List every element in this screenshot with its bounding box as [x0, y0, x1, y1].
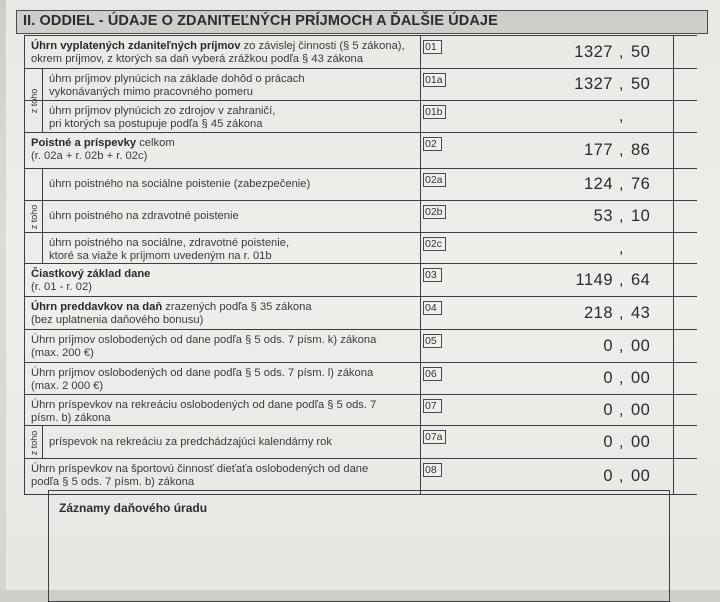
row-code-box: 07 [423, 399, 442, 413]
decimal-comma: , [619, 402, 624, 419]
decimal-comma: , [619, 176, 624, 193]
row-description [43, 169, 421, 200]
row-text-line1: Úhrn príspevkov na športovú činnosť dieťaťa oslobodených od dane [31, 463, 369, 475]
row-text-line2: (max. 200 €) [31, 347, 94, 359]
row-code-box: 02b [423, 205, 446, 219]
row-text-line2: písm. b) zákona [31, 412, 111, 424]
row-description [25, 363, 421, 394]
decimal-comma: , [619, 433, 624, 451]
row-text-line2: (r. 01 - r. 02) [31, 281, 92, 293]
row-code-box: 02c [423, 237, 446, 251]
amount-euro-field[interactable]: 1327 [574, 42, 613, 61]
amount-cents-field[interactable]: 86 [631, 141, 651, 159]
amount-euro-field[interactable]: 0 [603, 336, 613, 355]
amount-euro-field[interactable]: 124 [583, 175, 613, 193]
row-text-line1: úhrn poistného na zdravotné poistenie [49, 210, 239, 222]
decimal-comma: , [619, 337, 624, 355]
form-row-01a [25, 69, 697, 101]
row-description [43, 426, 421, 458]
form-row-02c [25, 233, 697, 264]
row-description [25, 297, 421, 329]
decimal-comma: , [619, 142, 624, 159]
amount-euro-field[interactable]: 1327 [574, 75, 613, 93]
form-row-07a [25, 426, 697, 459]
decimal-comma: , [619, 271, 624, 289]
row-text-line2: podľa § 5 ods. 7 písm. b) zákona [31, 476, 195, 488]
z-toho-sidebar [25, 69, 43, 133]
row-code-box: 03 [423, 268, 442, 282]
amount-euro-field[interactable]: 177 [583, 141, 613, 159]
amount-cents-field[interactable]: 64 [631, 270, 651, 289]
amount-cents-field[interactable]: 50 [631, 75, 651, 93]
amount-euro-field[interactable]: 0 [603, 466, 613, 485]
form-row-02 [25, 133, 697, 169]
row-description [43, 69, 421, 100]
row-text-line1: úhrn poistného na sociálne, zdravotné poistenie, [49, 237, 290, 249]
amount-euro-field[interactable]: 0 [603, 401, 613, 419]
z-toho-label: z toho [28, 430, 39, 455]
row-description [25, 36, 421, 68]
amount-cents-field[interactable]: 50 [631, 42, 651, 61]
row-heading: Čiastkový základ dane [31, 268, 151, 280]
row-text-line2: ktoré sa viaže k príjmom uvedeným na r. 01b [49, 250, 272, 262]
row-code-box: 06 [423, 367, 442, 381]
tax-office-notes-box [48, 490, 670, 602]
row-text-line2: (r. 02a + r. 02b + r. 02c) [31, 150, 148, 162]
decimal-comma: , [619, 240, 624, 257]
decimal-comma: , [619, 370, 624, 387]
amount-euro-field[interactable]: 0 [603, 369, 613, 387]
amount-euro-field[interactable]: 1149 [575, 270, 613, 289]
form-row-07 [25, 395, 697, 426]
amount-cents-field[interactable]: 00 [631, 466, 651, 485]
row-text-line1: celkom [136, 137, 175, 149]
row-code-box: 04 [423, 301, 442, 315]
row-text-line2: (max. 2 000 €) [31, 380, 104, 392]
row-code-box: 01 [423, 40, 442, 54]
form-sheet [6, 0, 720, 590]
row-text-line1: príspevok na rekreáciu za predchádzajúci kalendárny rok [49, 435, 332, 448]
form-row-02a [25, 169, 697, 201]
row-code-box: 05 [423, 334, 442, 348]
row-text-line1: zrazených podľa § 35 zákona [162, 301, 312, 313]
z-toho-label: z toho [28, 204, 39, 229]
z-toho-sidebar [25, 169, 43, 264]
row-description [25, 459, 421, 494]
income-form-table [24, 35, 697, 495]
amount-cents-field[interactable]: 43 [631, 303, 651, 322]
row-code-box: 07a [423, 430, 446, 444]
row-text-line1: Úhrn príjmov oslobodených od dane podľa § 5 ods. 7 písm. l) zákona [31, 367, 374, 379]
form-row-08 [25, 459, 697, 494]
row-code-box: 02a [423, 173, 446, 187]
row-text-line1: úhrn príjmov plynúcich na základe dohôd o prácach [49, 73, 305, 85]
row-text-line1: zo závislej činnosti (§ 5 zákona), [240, 40, 405, 52]
row-text-line2: okrem príjmov, z ktorých sa daň vyberá zrážkou podľa § 43 zákona [31, 53, 364, 65]
row-text-line2: pri ktorých sa postupuje podľa § 45 zákona [49, 118, 263, 130]
amount-cents-field[interactable]: 76 [631, 175, 651, 193]
row-description [25, 330, 421, 362]
row-code-box: 08 [423, 463, 442, 477]
form-row-01 [25, 36, 697, 69]
row-text-line1: Úhrn príjmov oslobodených od dane podľa § 5 ods. 7 písm. k) zákona [31, 334, 377, 346]
form-row-01b [25, 101, 697, 133]
row-description [25, 395, 421, 425]
form-row-02b [25, 201, 697, 233]
row-text-line2: vykonávaných mimo pracovného pomeru [49, 86, 253, 98]
row-text-line1: úhrn poistného na sociálne poistenie (zabezpečenie) [49, 178, 311, 190]
decimal-comma: , [619, 304, 624, 322]
row-text-line2: (bez uplatnenia daňového bonusu) [31, 314, 204, 326]
amount-cents-field[interactable]: 00 [631, 336, 651, 355]
row-heading: Úhrn preddavkov na daň [31, 301, 163, 313]
decimal-comma: , [619, 43, 624, 61]
row-description [25, 264, 421, 296]
row-heading: Poistné a príspevky [31, 137, 137, 149]
form-row-03 [25, 264, 697, 297]
decimal-comma: , [619, 108, 624, 125]
section-title: II. ODDIEL - ÚDAJE O ZDANITEĽNÝCH PRÍJMOCH A ĎALŠIE ÚDAJE [23, 13, 498, 29]
decimal-comma: , [619, 208, 624, 225]
amount-cents-field[interactable]: 00 [631, 401, 651, 419]
z-toho-sidebar [25, 426, 43, 459]
decimal-comma: , [619, 76, 624, 93]
form-row-04 [25, 297, 697, 330]
row-description [43, 101, 421, 132]
row-text-line1: Úhrn príspevkov na rekreáciu oslobodených od dane podľa § 5 ods. 7 [31, 399, 377, 411]
amount-cents-field[interactable]: 00 [631, 369, 651, 387]
amount-euro-field[interactable]: 218 [583, 303, 613, 322]
section-header [16, 10, 708, 34]
decimal-comma: , [619, 467, 624, 485]
form-row-06 [25, 363, 697, 395]
row-code-box: 02 [423, 137, 442, 151]
amount-euro-field[interactable]: 53 [593, 207, 613, 225]
row-heading: Úhrn vyplatených zdaniteľných príjmov [31, 40, 241, 52]
amount-cents-field[interactable]: 10 [631, 207, 651, 225]
form-row-05 [25, 330, 697, 363]
z-toho-label: z toho [28, 88, 39, 114]
row-code-box: 01b [423, 105, 446, 119]
row-text-line1: úhrn príjmov plynúcich zo zdrojov v zahraničí, [49, 105, 276, 117]
row-description [25, 133, 421, 168]
amount-cents-field[interactable]: 00 [631, 432, 651, 451]
row-description [43, 233, 421, 263]
row-code-box: 01a [423, 73, 446, 87]
notes-title: Záznamy daňového úradu [59, 501, 208, 515]
amount-euro-field[interactable]: 0 [603, 432, 613, 451]
row-description [43, 201, 421, 232]
